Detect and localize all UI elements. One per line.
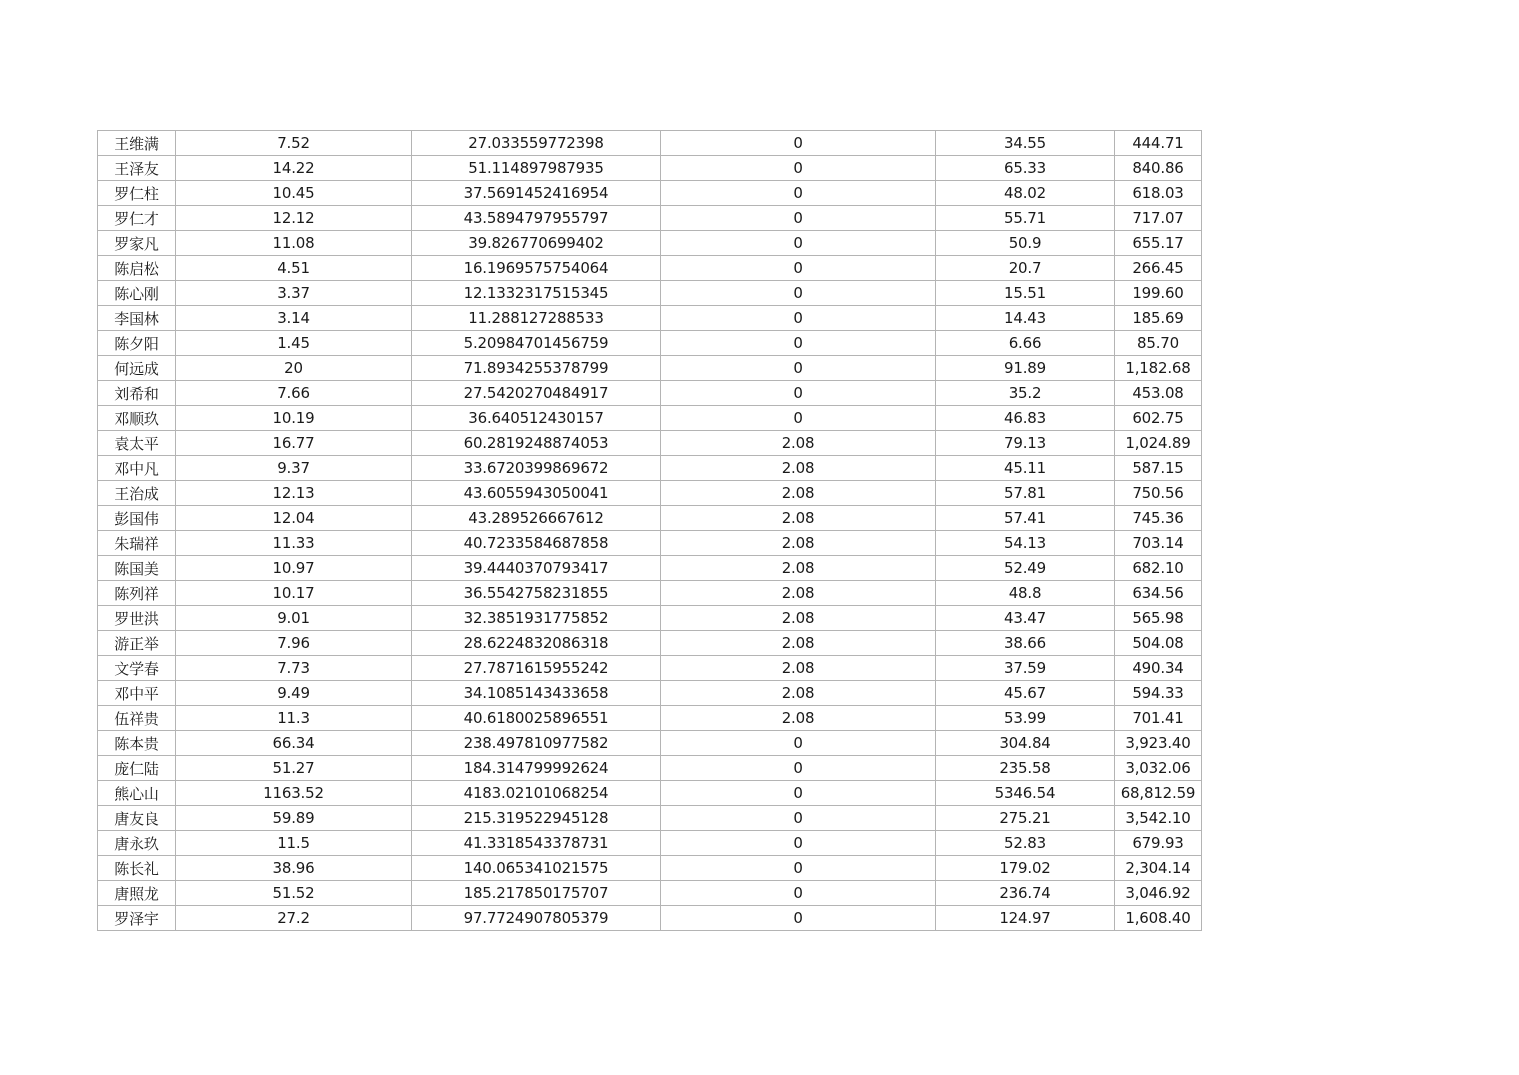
value-d-cell: 5346.54 [936,781,1115,806]
value-a-cell: 38.96 [176,856,412,881]
value-d-cell: 20.7 [936,256,1115,281]
table-row [98,581,1202,606]
value-b-cell: 36.640512430157 [412,406,661,431]
value-a-cell: 16.77 [176,431,412,456]
value-c-cell: 2.08 [661,631,936,656]
value-c-cell: 0 [661,331,936,356]
name-cell: 罗世洪 [98,606,176,631]
value-a-cell: 9.49 [176,681,412,706]
name-cell: 唐友良 [98,806,176,831]
value-a-cell: 12.04 [176,506,412,531]
value-c-cell: 2.08 [661,506,936,531]
value-a-cell: 7.96 [176,631,412,656]
value-d-cell: 304.84 [936,731,1115,756]
value-d-cell: 45.67 [936,681,1115,706]
value-d-cell: 14.43 [936,306,1115,331]
value-d-cell: 79.13 [936,431,1115,456]
value-b-cell: 43.6055943050041 [412,481,661,506]
name-cell: 朱瑞祥 [98,531,176,556]
total-cell: 266.45 [1115,256,1202,281]
name-cell: 文学春 [98,656,176,681]
table-row [98,681,1202,706]
value-a-cell: 20 [176,356,412,381]
name-cell: 游正举 [98,631,176,656]
total-cell: 840.86 [1115,156,1202,181]
value-c-cell: 0 [661,206,936,231]
value-a-cell: 12.12 [176,206,412,231]
table-row [98,381,1202,406]
name-cell: 刘希和 [98,381,176,406]
total-cell: 2,304.14 [1115,856,1202,881]
value-c-cell: 2.08 [661,556,936,581]
table-row [98,231,1202,256]
value-d-cell: 52.83 [936,831,1115,856]
table-row [98,781,1202,806]
value-b-cell: 27.7871615955242 [412,656,661,681]
table-row [98,481,1202,506]
value-b-cell: 60.2819248874053 [412,431,661,456]
total-cell: 701.41 [1115,706,1202,731]
value-b-cell: 39.826770699402 [412,231,661,256]
name-cell: 唐照龙 [98,881,176,906]
value-b-cell: 16.1969575754064 [412,256,661,281]
value-b-cell: 27.033559772398 [412,131,661,156]
value-c-cell: 0 [661,256,936,281]
table-row [98,131,1202,156]
total-cell: 444.71 [1115,131,1202,156]
value-b-cell: 185.217850175707 [412,881,661,906]
value-d-cell: 37.59 [936,656,1115,681]
table-row [98,206,1202,231]
name-cell: 罗家凡 [98,231,176,256]
value-a-cell: 11.08 [176,231,412,256]
name-cell: 庞仁陆 [98,756,176,781]
table-row [98,406,1202,431]
total-cell: 679.93 [1115,831,1202,856]
value-c-cell: 0 [661,831,936,856]
value-a-cell: 11.3 [176,706,412,731]
value-d-cell: 50.9 [936,231,1115,256]
value-a-cell: 9.01 [176,606,412,631]
value-a-cell: 66.34 [176,731,412,756]
name-cell: 陈国美 [98,556,176,581]
value-d-cell: 53.99 [936,706,1115,731]
name-cell: 陈本贵 [98,731,176,756]
value-b-cell: 5.20984701456759 [412,331,661,356]
value-b-cell: 37.5691452416954 [412,181,661,206]
value-a-cell: 11.5 [176,831,412,856]
value-b-cell: 97.7724907805379 [412,906,661,931]
total-cell: 453.08 [1115,381,1202,406]
total-cell: 594.33 [1115,681,1202,706]
value-c-cell: 0 [661,406,936,431]
value-b-cell: 43.5894797955797 [412,206,661,231]
table-row [98,431,1202,456]
value-d-cell: 43.47 [936,606,1115,631]
total-cell: 618.03 [1115,181,1202,206]
value-a-cell: 10.45 [176,181,412,206]
table-row [98,556,1202,581]
value-c-cell: 2.08 [661,606,936,631]
table-row [98,281,1202,306]
name-cell: 李国林 [98,306,176,331]
value-b-cell: 140.065341021575 [412,856,661,881]
total-cell: 634.56 [1115,581,1202,606]
value-d-cell: 54.13 [936,531,1115,556]
total-cell: 68,812.59 [1115,781,1202,806]
name-cell: 邓顺玖 [98,406,176,431]
value-d-cell: 57.81 [936,481,1115,506]
value-a-cell: 10.97 [176,556,412,581]
value-d-cell: 91.89 [936,356,1115,381]
value-d-cell: 46.83 [936,406,1115,431]
value-c-cell: 0 [661,756,936,781]
name-cell: 王治成 [98,481,176,506]
table-row [98,831,1202,856]
value-c-cell: 0 [661,356,936,381]
total-cell: 490.34 [1115,656,1202,681]
value-c-cell: 0 [661,856,936,881]
value-c-cell: 0 [661,731,936,756]
value-d-cell: 275.21 [936,806,1115,831]
total-cell: 750.56 [1115,481,1202,506]
table-row [98,806,1202,831]
value-b-cell: 40.7233584687858 [412,531,661,556]
value-b-cell: 238.497810977582 [412,731,661,756]
total-cell: 3,046.92 [1115,881,1202,906]
name-cell: 罗仁才 [98,206,176,231]
total-cell: 504.08 [1115,631,1202,656]
value-d-cell: 48.8 [936,581,1115,606]
value-a-cell: 10.17 [176,581,412,606]
value-c-cell: 0 [661,131,936,156]
value-a-cell: 59.89 [176,806,412,831]
table-row [98,456,1202,481]
value-a-cell: 7.73 [176,656,412,681]
name-cell: 彭国伟 [98,506,176,531]
value-d-cell: 52.49 [936,556,1115,581]
total-cell: 717.07 [1115,206,1202,231]
table-row [98,606,1202,631]
value-b-cell: 41.3318543378731 [412,831,661,856]
value-a-cell: 11.33 [176,531,412,556]
value-c-cell: 0 [661,156,936,181]
value-b-cell: 4183.02101068254 [412,781,661,806]
total-cell: 602.75 [1115,406,1202,431]
value-c-cell: 0 [661,231,936,256]
value-b-cell: 39.4440370793417 [412,556,661,581]
value-a-cell: 3.37 [176,281,412,306]
name-cell: 罗泽宇 [98,906,176,931]
name-cell: 陈夕阳 [98,331,176,356]
value-b-cell: 40.6180025896551 [412,706,661,731]
value-b-cell: 71.8934255378799 [412,356,661,381]
value-a-cell: 51.27 [176,756,412,781]
value-a-cell: 1163.52 [176,781,412,806]
name-cell: 罗仁柱 [98,181,176,206]
table-row [98,506,1202,531]
total-cell: 1,024.89 [1115,431,1202,456]
value-c-cell: 2.08 [661,431,936,456]
value-b-cell: 51.114897987935 [412,156,661,181]
total-cell: 85.70 [1115,331,1202,356]
value-c-cell: 2.08 [661,706,936,731]
value-d-cell: 236.74 [936,881,1115,906]
value-b-cell: 36.5542758231855 [412,581,661,606]
total-cell: 185.69 [1115,306,1202,331]
value-d-cell: 6.66 [936,331,1115,356]
total-cell: 745.36 [1115,506,1202,531]
name-cell: 何远成 [98,356,176,381]
table-row [98,706,1202,731]
table-row [98,906,1202,931]
value-d-cell: 124.97 [936,906,1115,931]
total-cell: 3,923.40 [1115,731,1202,756]
value-c-cell: 0 [661,881,936,906]
value-b-cell: 33.6720399869672 [412,456,661,481]
table-row [98,881,1202,906]
name-cell: 邓中平 [98,681,176,706]
value-a-cell: 10.19 [176,406,412,431]
name-cell: 陈列祥 [98,581,176,606]
table-body [98,131,1202,931]
value-a-cell: 4.51 [176,256,412,281]
total-cell: 703.14 [1115,531,1202,556]
table-row [98,656,1202,681]
value-a-cell: 12.13 [176,481,412,506]
value-c-cell: 2.08 [661,681,936,706]
value-d-cell: 235.58 [936,756,1115,781]
total-cell: 565.98 [1115,606,1202,631]
name-cell: 王维满 [98,131,176,156]
value-d-cell: 35.2 [936,381,1115,406]
table-row [98,356,1202,381]
table-row [98,756,1202,781]
value-b-cell: 215.319522945128 [412,806,661,831]
value-b-cell: 28.6224832086318 [412,631,661,656]
table-row [98,731,1202,756]
value-b-cell: 12.1332317515345 [412,281,661,306]
name-cell: 伍祥贵 [98,706,176,731]
name-cell: 王泽友 [98,156,176,181]
value-a-cell: 27.2 [176,906,412,931]
value-a-cell: 14.22 [176,156,412,181]
name-cell: 袁太平 [98,431,176,456]
value-d-cell: 45.11 [936,456,1115,481]
table-row [98,531,1202,556]
value-c-cell: 0 [661,781,936,806]
value-c-cell: 2.08 [661,456,936,481]
value-d-cell: 34.55 [936,131,1115,156]
total-cell: 1,182.68 [1115,356,1202,381]
name-cell: 陈启松 [98,256,176,281]
table-row [98,856,1202,881]
data-table [97,130,1202,931]
value-b-cell: 34.1085143433658 [412,681,661,706]
value-d-cell: 57.41 [936,506,1115,531]
value-b-cell: 11.288127288533 [412,306,661,331]
value-d-cell: 48.02 [936,181,1115,206]
name-cell: 陈长礼 [98,856,176,881]
value-d-cell: 55.71 [936,206,1115,231]
value-d-cell: 65.33 [936,156,1115,181]
value-d-cell: 179.02 [936,856,1115,881]
table-row [98,181,1202,206]
name-cell: 邓中凡 [98,456,176,481]
value-d-cell: 15.51 [936,281,1115,306]
value-c-cell: 0 [661,306,936,331]
value-c-cell: 2.08 [661,531,936,556]
value-d-cell: 38.66 [936,631,1115,656]
table-row [98,306,1202,331]
value-c-cell: 0 [661,381,936,406]
table-row [98,331,1202,356]
name-cell: 熊心山 [98,781,176,806]
table-row [98,156,1202,181]
value-a-cell: 3.14 [176,306,412,331]
spreadsheet-page [97,130,1202,931]
value-a-cell: 1.45 [176,331,412,356]
total-cell: 1,608.40 [1115,906,1202,931]
value-c-cell: 0 [661,281,936,306]
total-cell: 3,542.10 [1115,806,1202,831]
total-cell: 682.10 [1115,556,1202,581]
value-a-cell: 7.52 [176,131,412,156]
value-a-cell: 9.37 [176,456,412,481]
value-c-cell: 0 [661,906,936,931]
name-cell: 唐永玖 [98,831,176,856]
value-c-cell: 2.08 [661,481,936,506]
name-cell: 陈心刚 [98,281,176,306]
total-cell: 655.17 [1115,231,1202,256]
total-cell: 199.60 [1115,281,1202,306]
value-b-cell: 27.5420270484917 [412,381,661,406]
total-cell: 3,032.06 [1115,756,1202,781]
value-b-cell: 43.289526667612 [412,506,661,531]
value-a-cell: 51.52 [176,881,412,906]
table-row [98,631,1202,656]
table-row [98,256,1202,281]
value-c-cell: 2.08 [661,656,936,681]
value-c-cell: 2.08 [661,581,936,606]
value-b-cell: 184.314799992624 [412,756,661,781]
total-cell: 587.15 [1115,456,1202,481]
value-c-cell: 0 [661,181,936,206]
value-c-cell: 0 [661,806,936,831]
value-a-cell: 7.66 [176,381,412,406]
value-b-cell: 32.3851931775852 [412,606,661,631]
